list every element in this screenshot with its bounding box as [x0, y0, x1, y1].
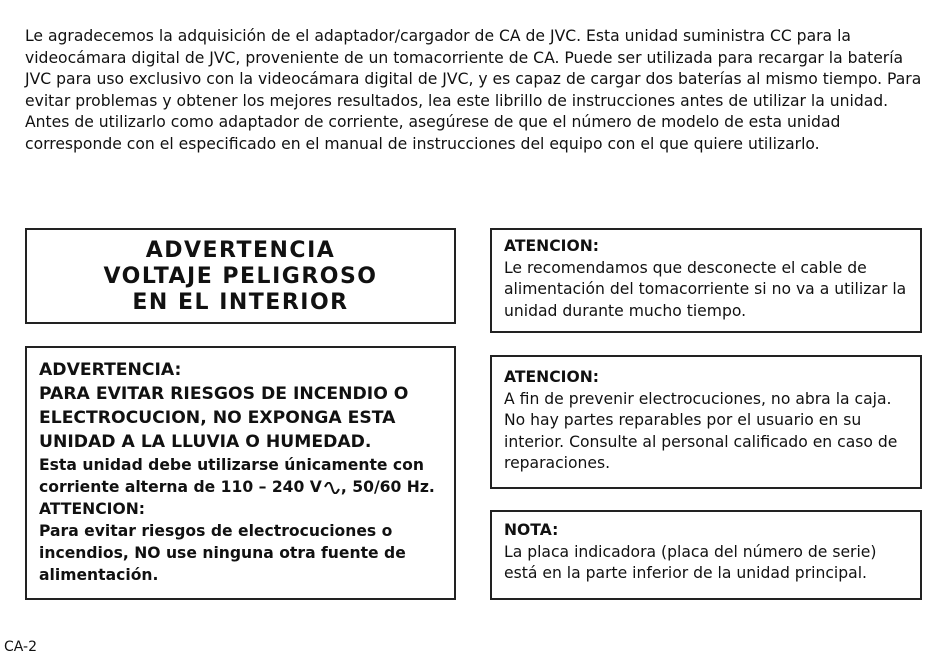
shock-body: A fin de prevenir electrocuciones, no abra la caja. No hay partes reparables por el usuario en su interior. Consulte al personal calificado en caso de reparaciones. [504, 389, 898, 472]
ac-wave-icon [324, 482, 340, 494]
danger-title-line-1: ADVERTENCIA [145, 238, 336, 263]
attention-heading: ATTENCION: [39, 500, 145, 518]
shock-notice-box [490, 355, 922, 489]
note-box [490, 510, 922, 600]
danger-title-line-2: VOLTAJE PELIGROSO [103, 264, 378, 289]
shock-heading: ATENCION: [504, 368, 599, 386]
disconnect-body: Le recomendamos que desconecte el cable de alimentación del tomacorriente si no va a utilizar la unidad durante mucho tiempo. [504, 258, 907, 320]
page-number: CA-2 [4, 639, 38, 655]
danger-title-line-3: EN EL INTERIOR [132, 290, 349, 315]
danger-voltage-box [25, 228, 456, 324]
intro-paragraph: Le agradecemos la adquisición de el adaptador/cargador de CA de JVC. Esta unidad suministra CC para la videocámara digital de JVC, proveniente de un tomacorriente de CA. Puede ser utilizada para recargar la batería JVC para uso exclusivo con la videocámara digital de JVC, y es capaz de cargar dos baterías al mismo tiempo. Para evitar problemas y obtener los mejores resultados, lea este librillo de instrucciones antes de utilizar la unidad. Antes de utilizarlo como adaptador de corriente, asegúrese de que el número de modelo de esta unidad corresponde con el especificado en el manual de instrucciones del equipo con el que quiere utilizarlo. [25, 27, 922, 153]
ac-power-text: Esta unidad debe utilizarse únicamente con corriente alterna de 110 – 240 V [39, 456, 424, 496]
ac-frequency-text: , 50/60 Hz. [340, 478, 435, 496]
warning-body: PARA EVITAR RIESGOS DE INCENDIO O ELECTROCUCION, NO EXPONGA ESTA UNIDAD A LA LLUVIA O HUMEDAD. [39, 384, 409, 452]
ac-power-notice [39, 454, 442, 498]
warning-heading: ADVERTENCIA: [39, 360, 182, 380]
disconnect-notice-box [490, 228, 922, 333]
note-body: La placa indicadora (placa del número de serie) está en la parte inferior de la unidad principal. [504, 542, 877, 582]
fire-shock-warning-box [25, 346, 456, 600]
note-heading: NOTA: [504, 521, 559, 539]
disconnect-heading: ATENCION: [504, 237, 599, 255]
attention-body: Para evitar riesgos de electrocuciones o incendios, NO use ninguna otra fuente de alimentación. [39, 522, 406, 584]
